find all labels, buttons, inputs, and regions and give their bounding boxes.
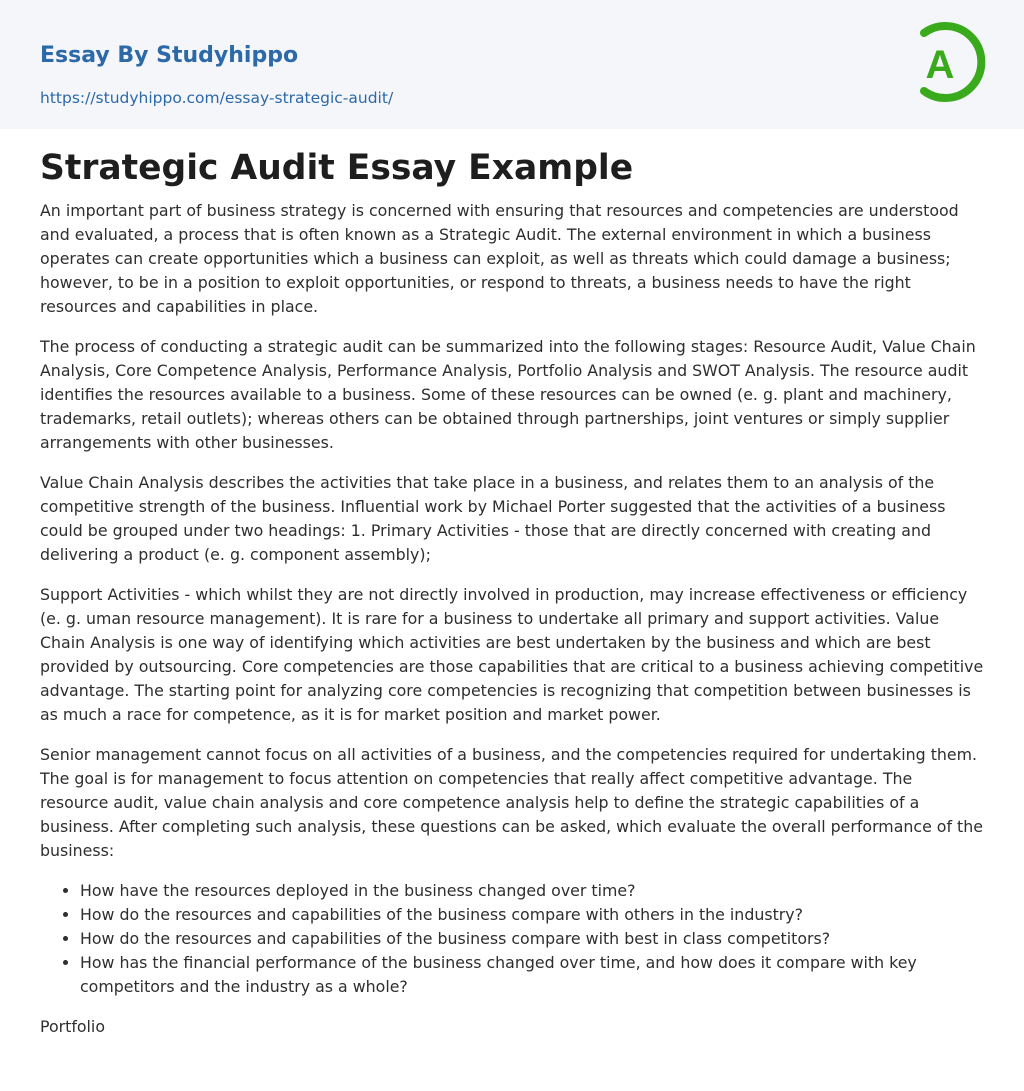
section-heading-portfolio: Portfolio (40, 1017, 105, 1036)
page-title: Strategic Audit Essay Example (40, 148, 634, 188)
paragraph: The process of conducting a strategic audit can be summarized into the following stages: Resource Audit, Value Chain Analysis, Core Competence Analysis, Performance Analysis, Portfolio Analysis and SWOT Analysis. The resource audit identifies the resources available to a business. Some of these resources can be owned (e. g. plant and machinery, trademarks, retail outlets); whereas others can be obtained through partnerships, joint ventures or simply supplier arrangements with other businesses. (40, 337, 976, 452)
logo-letter: A (925, 43, 955, 87)
paragraph: An important part of business strategy is concerned with ensuring that resources and competencies are understood and evaluated, a process that is often known as a Strategic Audit. The external environment in which a business operates can create opportunities which a business can exploit, as well as threats which could damage a business; however, to be in a position to exploit opportunities, or respond to threats, a business needs to have the right resources and capabilities in place. (40, 201, 959, 316)
paragraph: Senior management cannot focus on all activities of a business, and the competencies required for undertaking them. The goal is for management to focus attention on competencies that really affect competitive advantage. The resource audit, value chain analysis and core competence analysis help to define the strategic capabilities of a business. After completing such analysis, these questions can be asked, which evaluate the overall performance of the business: (40, 745, 983, 860)
paragraph: Support Activities - which whilst they are not directly involved in production, may increase effectiveness or efficiency (e. g. uman resource management). It is rare for a business to undertake all primary and support activities. Value Chain Analysis is one way of identifying which activities are best undertaken by the business and which are best provided by outsourcing. Core competencies are those capabilities that are critical to a business achieving competitive advantage. The starting point for analyzing core competencies is recognizing that competition between businesses is as much a race for competence, as it is for market position and market power. (40, 585, 984, 724)
question-list (40, 879, 984, 999)
list-item: • How have the resources deployed in the business changed over time? (80, 879, 984, 903)
site-header (0, 0, 1024, 129)
list-item: • How has the financial performance of the business changed over time, and how does it compare with key competitors and the industry as a whole? (80, 951, 984, 999)
studyhippo-logo-icon[interactable] (896, 14, 992, 110)
source-url-link[interactable]: https://studyhippo.com/essay-strategic-audit/ (40, 89, 394, 107)
list-item: • How do the resources and capabilities of the business compare with best in class competitors? (80, 927, 984, 951)
site-brand[interactable]: Essay By Studyhippo (40, 43, 299, 68)
article-content (0, 145, 1024, 1039)
list-item: • How do the resources and capabilities of the business compare with others in the industry? (80, 903, 984, 927)
paragraph: Value Chain Analysis describes the activities that take place in a business, and relates them to an analysis of the competitive strength of the business. Influential work by Michael Porter suggested that the activities of a business could be grouped under two headings: 1. Primary Activities - those that are directly concerned with creating and delivering a product (e. g. component assembly); (40, 473, 946, 564)
